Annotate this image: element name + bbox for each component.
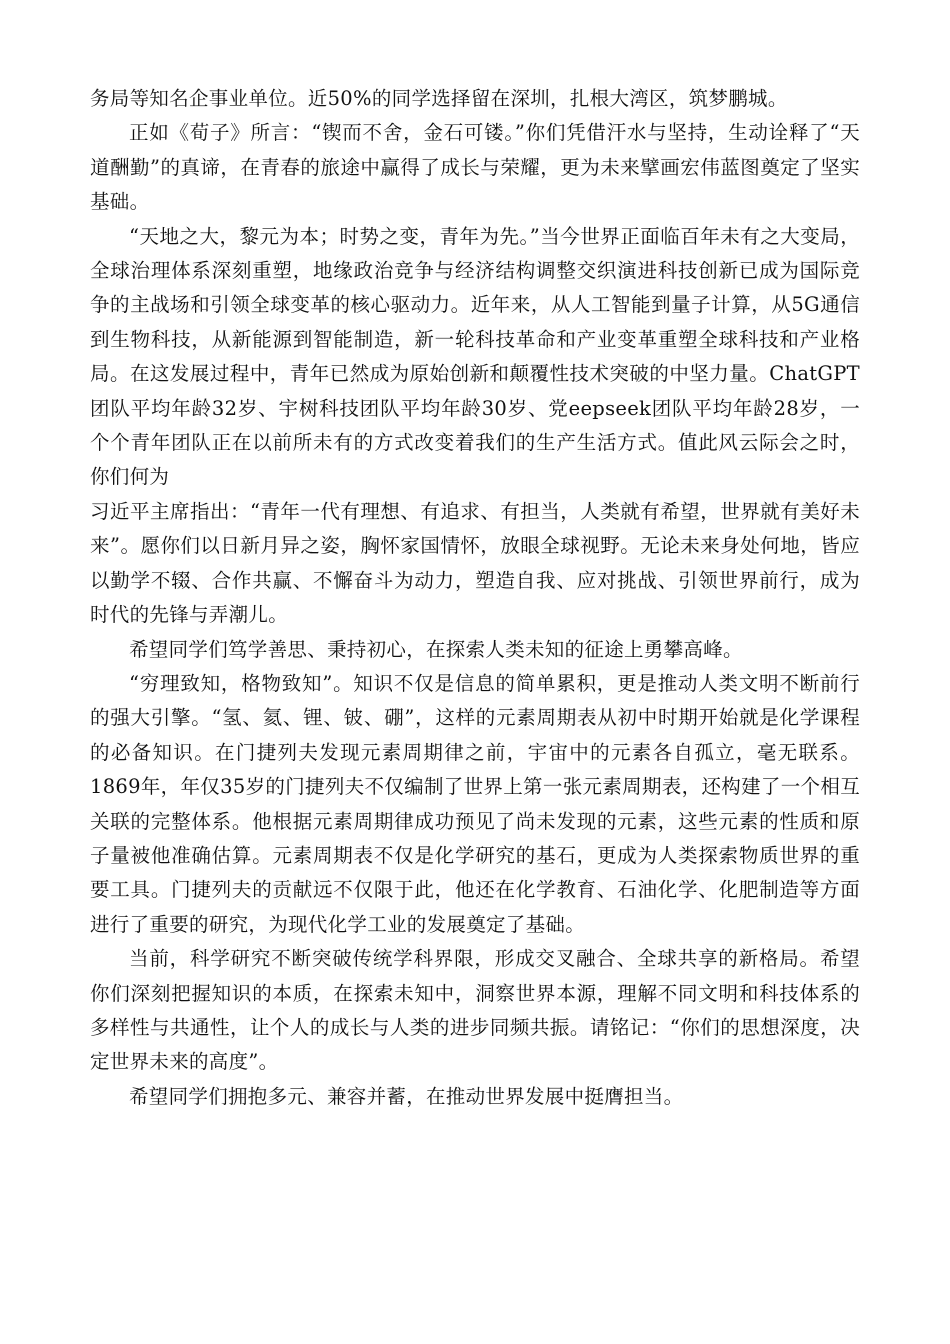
paragraph: 习近平主席指出：“青年一代有理想、有追求、有担当，人类就有希望，世界就有美好未来”。愿你们以日新月异之姿，胸怀家国情怀，放眼全球视野。无论未来身处何地，皆应以勤学不辍、合作共赢、不懈奋斗为动力，塑造自我、应对挑战、引领世界前行，成为时代的先锋与弄潮儿。 [90,499,860,627]
document-body [90,82,860,1114]
paragraph: 希望同学们拥抱多元、兼容并蓄，在推动世界发展中挺膺担当。 [129,1084,684,1108]
paragraph: 正如《荀子》所言：“锲而不舍，金石可镂。”你们凭借汗水与坚持，生动诠释了“天道酬勤”的真谛，在青春的旅途中赢得了成长与荣耀，更为未来擘画宏伟蓝图奠定了坚实基础。 [90,121,860,214]
paragraph: 当前，科学研究不断突破传统学科界限，形成交叉融合、全球共享的新格局。希望你们深刻把握知识的本质，在探索未知中，洞察世界本源，理解不同文明和科技体系的多样性与共通性，让个人的成长与人类的进步同频共振。请铭记：“你们的思想深度，决定世界未来的高度”。 [90,947,860,1074]
paragraph: “天地之大，黎元为本；时势之变，青年为先。”当今世界正面临百年未有之大变局，全球治理体系深刻重塑，地缘政治竞争与经济结构调整交织演进科技创新已成为国际竞争的主战场和引领全球变革的核心驱动力。近年来，从人工智能到量子计算，从5G通信到生物科技，从新能源到智能制造，新一轮科技革命和产业变革重塑全球科技和产业格局。在这发展过程中，青年已然成为原始创新和颠覆性技术突破的中坚力量。ChatGPT团队平均年龄32岁、宇树科技团队平均年龄30岁、党eepseek团队平均年龄28岁，一个个青年团队正在以前所未有的方式改变着我们的生产生活方式。值此风云际会之时，你们何为 [90,224,860,489]
paragraph: “穷理致知，格物致知”。知识不仅是信息的简单累积，更是推动人类文明不断前行的强大引擎。“氢、氦、锂、铍、硼”，这样的元素周期表从初中时期开始就是化学课程的必备知识。在门捷列夫发现元素周期律之前，宇宙中的元素各自孤立，毫无联系。1869年，年仅35岁的门捷列夫不仅编制了世界上第一张元素周期表，还构建了一个相互关联的完整体系。他根据元素周期律成功预见了尚未发现的元素，这些元素的性质和原子量被他准确估算。元素周期表不仅是化学研究的基石，更成为人类探索物质世界的重要工具。门捷列夫的贡献远不仅限于此，他还在化学教育、石油化学、化肥制造等方面进行了重要的研究，为现代化学工业的发展奠定了基础。 [90,671,860,936]
paragraph: 务局等知名企事业单位。近50%的同学选择留在深圳，扎根大湾区，筑梦鹏城。 [90,87,788,110]
paragraph: 希望同学们笃学善思、秉持初心，在探索人类未知的征途上勇攀高峰。 [129,637,743,661]
